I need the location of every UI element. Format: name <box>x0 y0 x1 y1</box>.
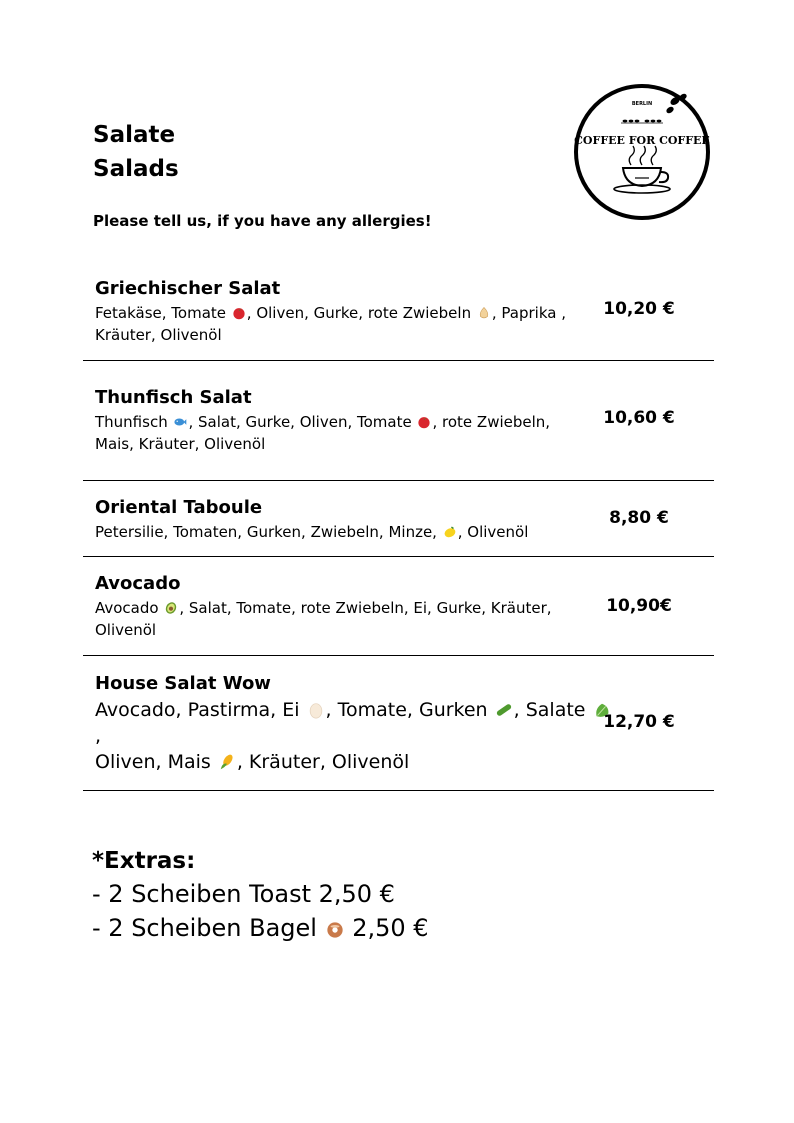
divider <box>83 655 714 656</box>
egg-icon <box>307 701 325 719</box>
logo-city: BERLIN <box>631 101 653 107</box>
allergy-note: Please tell us, if you have any allergies! <box>93 212 432 230</box>
item-price: 12,70 € <box>603 712 675 732</box>
lemon-icon <box>443 525 457 539</box>
item-description: Avocado , Salat, Tomate, rote Zwiebeln, Ei, Gurke, Kräuter, Olivenöl <box>95 599 552 639</box>
page-title-de: Salate <box>93 122 176 148</box>
item-name: Griechischer Salat <box>95 278 281 299</box>
item-price: 10,90€ <box>606 596 672 616</box>
page-title-en: Salads <box>93 156 179 182</box>
menu-item <box>83 387 714 477</box>
extras-line: - 2 Scheiben Toast 2,50 € <box>92 880 395 908</box>
item-description: Avocado, Pastirma, Ei , Tomate, Gurken , Salate , Oliven, Mais , Kräuter, Olivenöl <box>95 697 615 775</box>
item-name: Oriental Taboule <box>95 497 263 518</box>
bagel-icon <box>326 921 344 939</box>
divider <box>83 790 714 791</box>
fish-icon <box>173 415 187 429</box>
cucumber-icon <box>495 701 513 719</box>
coffee-for-coffee-logo <box>573 83 711 221</box>
menu-item <box>83 497 714 553</box>
extras-section <box>92 845 429 945</box>
item-description: Fetakäse, Tomate , Oliven, Gurke, rote Zwiebeln , Paprika , Kräuter, Olivenöl <box>95 304 566 344</box>
item-name: House Salat Wow <box>95 673 271 694</box>
item-name: Avocado <box>95 573 181 594</box>
onion-icon <box>477 306 491 320</box>
page-header <box>93 118 179 186</box>
corn-icon <box>218 753 236 771</box>
divider <box>83 360 714 361</box>
tomato-icon <box>417 415 431 429</box>
item-price: 10,20 € <box>603 299 675 319</box>
extras-line: - 2 Scheiben Bagel 2,50 € <box>92 914 429 942</box>
item-price: 8,80 € <box>609 508 669 528</box>
menu-item <box>83 573 714 653</box>
item-name: Thunfisch Salat <box>95 387 252 408</box>
item-description: Petersilie, Tomaten, Gurken, Zwiebeln, Minze, , Olivenöl <box>95 523 529 541</box>
menu-item <box>83 278 714 358</box>
item-price: 10,60 € <box>603 408 675 428</box>
logo-brand: COFFEE FOR COFFEE <box>574 134 710 147</box>
menu-item <box>83 673 714 783</box>
extras-heading: *Extras: <box>92 848 196 874</box>
divider <box>83 556 714 557</box>
item-description: Thunfisch , Salat, Gurke, Oliven, Tomate , rote Zwiebeln, Mais, Kräuter, Olivenöl <box>95 413 551 453</box>
tomato-icon <box>232 306 246 320</box>
avocado-icon <box>164 601 178 615</box>
divider <box>83 480 714 481</box>
